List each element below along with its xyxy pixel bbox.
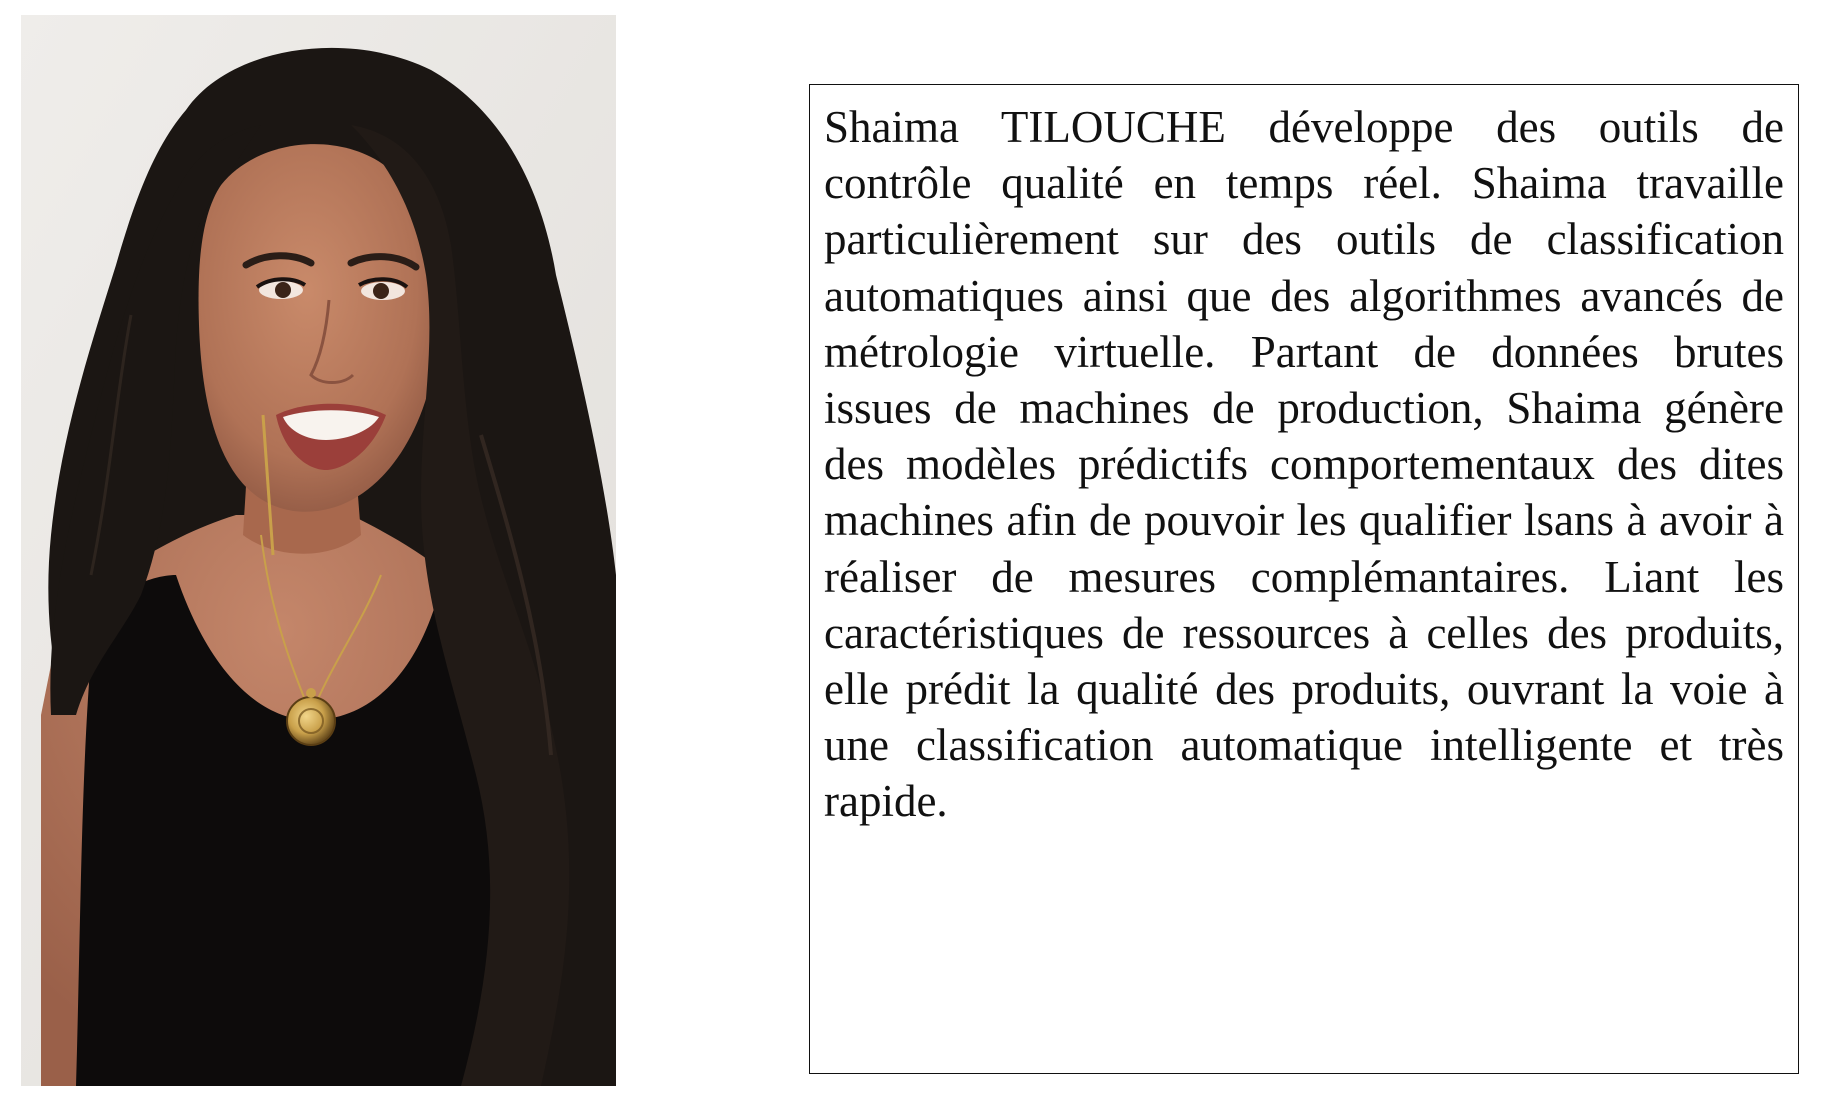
portrait-illustration [21, 15, 616, 1086]
bio-text: Shaima TILOUCHE développe des outils de contrôle qualité en temps réel. Shaima travaille particulièrement sur des outils de classification automatiques ainsi que des algorithmes avancés de métrologie virtuelle. Partant de données brutes issues de machines de production, Shaima génère des modèles prédictifs comportementaux des dites machines afin de pouvoir les qualifier lsans à avoir à réaliser de mesures complémantaires. Liant les caractéristiques de ressources à celles des produits, elle prédit la qualité des produits, ouvrant la voie à une classification automatique intelligente et très rapide. [824, 102, 1784, 827]
iris-left [275, 282, 291, 298]
iris-right [373, 283, 389, 299]
pendant-bail [306, 688, 316, 698]
portrait-photo [21, 15, 616, 1086]
bio-box [809, 84, 1799, 1074]
pendant [287, 697, 335, 745]
